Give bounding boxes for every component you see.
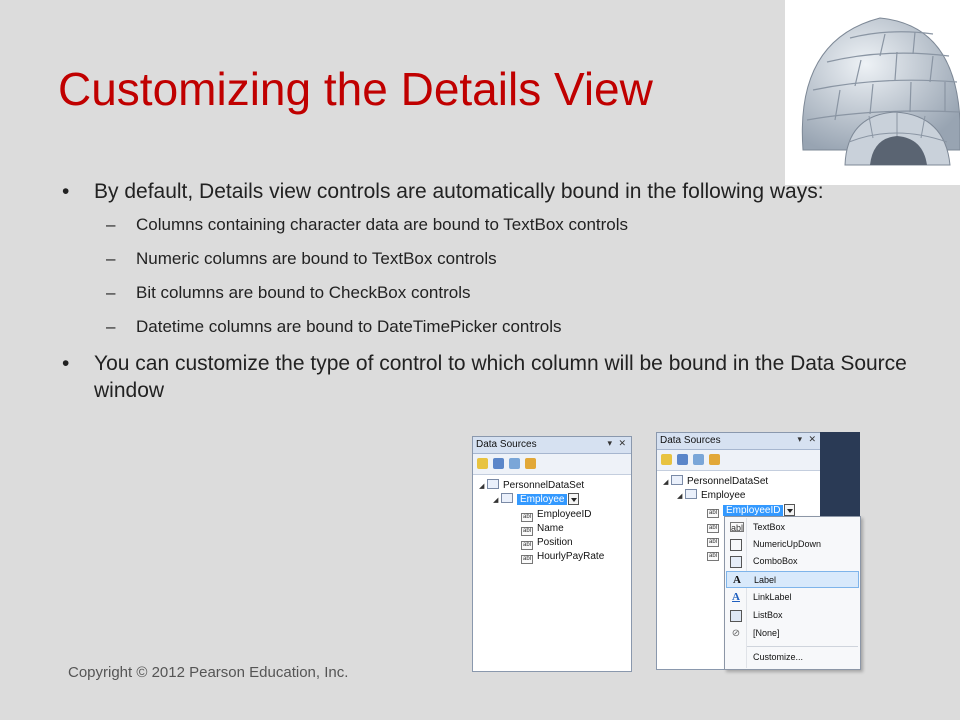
textbox-icon: abl xyxy=(708,553,717,559)
textbox-icon: abl xyxy=(522,542,531,548)
add-data-source-icon[interactable] xyxy=(661,454,672,465)
textbox-icon: abl xyxy=(708,525,717,531)
tree-node-column[interactable]: abl EmployeeID xyxy=(522,509,592,520)
menu-separator xyxy=(747,646,858,647)
control-type-dropdown[interactable] xyxy=(784,504,795,516)
refresh-icon[interactable] xyxy=(525,458,536,469)
label-icon: A xyxy=(733,574,741,586)
configure-dataset-icon[interactable] xyxy=(693,454,704,465)
bullet-text: By default, Details view controls are automatically bound in the following ways: xyxy=(94,180,824,203)
menu-item-label[interactable]: A Label xyxy=(726,571,859,588)
panel-window-controls[interactable]: ▾ ✕ xyxy=(797,434,818,444)
panel-title: Data Sources xyxy=(476,439,537,450)
edit-dataset-icon[interactable] xyxy=(677,454,688,465)
sub-bullet-text: Datetime columns are bound to DateTimePicker controls xyxy=(136,317,562,336)
expand-arrow-icon[interactable]: ◢ xyxy=(663,479,669,486)
panel-window-controls[interactable]: ▾ ✕ xyxy=(607,438,628,448)
numeric-updown-icon xyxy=(730,539,742,551)
panel-header xyxy=(657,433,821,450)
panel-header xyxy=(473,437,631,454)
background-window-edge xyxy=(820,432,860,516)
igloo-image xyxy=(785,0,960,185)
tree-node-table[interactable] xyxy=(493,493,579,507)
panel-title: Data Sources xyxy=(660,435,721,446)
menu-item-none[interactable]: ⊘ [None] xyxy=(731,628,780,639)
data-sources-panel-left xyxy=(472,436,632,672)
sub-bullet-text: Columns containing character data are bound to TextBox controls xyxy=(136,215,629,234)
sub-bullet-text: Bit columns are bound to CheckBox controls xyxy=(136,283,471,302)
sub-bullet-item: – Numeric columns are bound to TextBox controls xyxy=(106,249,497,268)
menu-item-customize[interactable]: Customize... xyxy=(753,652,804,662)
tree-node-table[interactable]: ◢ Employee xyxy=(677,489,745,503)
expand-arrow-icon[interactable]: ◢ xyxy=(493,497,499,504)
textbox-icon: abl xyxy=(522,528,531,534)
tree-node-column[interactable] xyxy=(707,547,723,561)
combobox-icon xyxy=(730,556,742,568)
edit-dataset-icon[interactable] xyxy=(493,458,504,469)
textbox-icon: abl xyxy=(522,514,531,520)
tree-node-column[interactable]: abl HourlyPayRate xyxy=(522,551,605,562)
sub-bullet-item: – Columns containing character data are bound to TextBox controls xyxy=(106,215,629,234)
textbox-icon: abl xyxy=(522,556,531,562)
bullet-item: • You can customize the type of control to which column will be bound in the Data Source window xyxy=(62,352,907,402)
slide-title: Customizing the Details View xyxy=(58,63,653,115)
bullet-list xyxy=(62,178,912,413)
sub-bullet-item: – Bit columns are bound to CheckBox controls xyxy=(106,283,471,302)
menu-item-linklabel[interactable]: A LinkLabel xyxy=(726,589,859,606)
menu-item-listbox[interactable]: ListBox xyxy=(726,607,859,624)
data-source-tree xyxy=(473,475,631,671)
listbox-icon xyxy=(730,610,742,622)
panel-toolbar xyxy=(657,450,821,471)
table-icon xyxy=(501,493,513,503)
menu-item-numericupdown[interactable]: NumericUpDown xyxy=(726,536,859,553)
selected-column[interactable]: EmployeeID xyxy=(723,505,783,516)
sub-bullet-text: Numeric columns are bound to TextBox controls xyxy=(136,249,497,268)
panel-toolbar xyxy=(473,454,631,475)
selected-table[interactable]: Employee xyxy=(517,494,567,505)
sub-bullet-item: – Datetime columns are bound to DateTimePicker controls xyxy=(106,317,562,336)
tree-node-column[interactable] xyxy=(707,533,723,547)
textbox-icon: abl xyxy=(731,523,744,533)
expand-arrow-icon[interactable]: ◢ xyxy=(677,493,683,500)
tree-node-dataset[interactable]: ◢ PersonnelDataSet xyxy=(479,479,584,493)
tree-node-dataset[interactable]: ◢ PersonnelDataSet xyxy=(663,475,768,489)
none-icon: ⊘ xyxy=(731,628,741,639)
tree-node-column[interactable]: abl Name xyxy=(522,523,564,534)
textbox-icon: abl xyxy=(708,510,717,516)
dataset-icon xyxy=(671,475,683,485)
bullet-item: • By default, Details view controls are automatically bound in the following ways: xyxy=(62,180,824,203)
link-label-icon: A xyxy=(732,591,740,603)
control-type-menu xyxy=(724,516,861,670)
expand-arrow-icon[interactable]: ◢ xyxy=(479,483,485,490)
textbox-icon: abl xyxy=(708,539,717,545)
tree-node-column[interactable]: abl Position xyxy=(522,537,573,548)
menu-item-textbox[interactable]: abl TextBox xyxy=(731,522,786,533)
control-type-dropdown[interactable] xyxy=(568,493,579,505)
dataset-icon xyxy=(487,479,499,489)
menu-item-combobox[interactable]: ComboBox xyxy=(726,553,859,570)
configure-dataset-icon[interactable] xyxy=(509,458,520,469)
bullet-text: You can customize the type of control to which column will be bound in the Data Source window xyxy=(94,352,907,402)
tree-node-column[interactable] xyxy=(707,519,723,533)
copyright-footer: Copyright © 2012 Pearson Education, Inc. xyxy=(68,664,349,681)
add-data-source-icon[interactable] xyxy=(477,458,488,469)
table-icon xyxy=(685,489,697,499)
refresh-icon[interactable] xyxy=(709,454,720,465)
